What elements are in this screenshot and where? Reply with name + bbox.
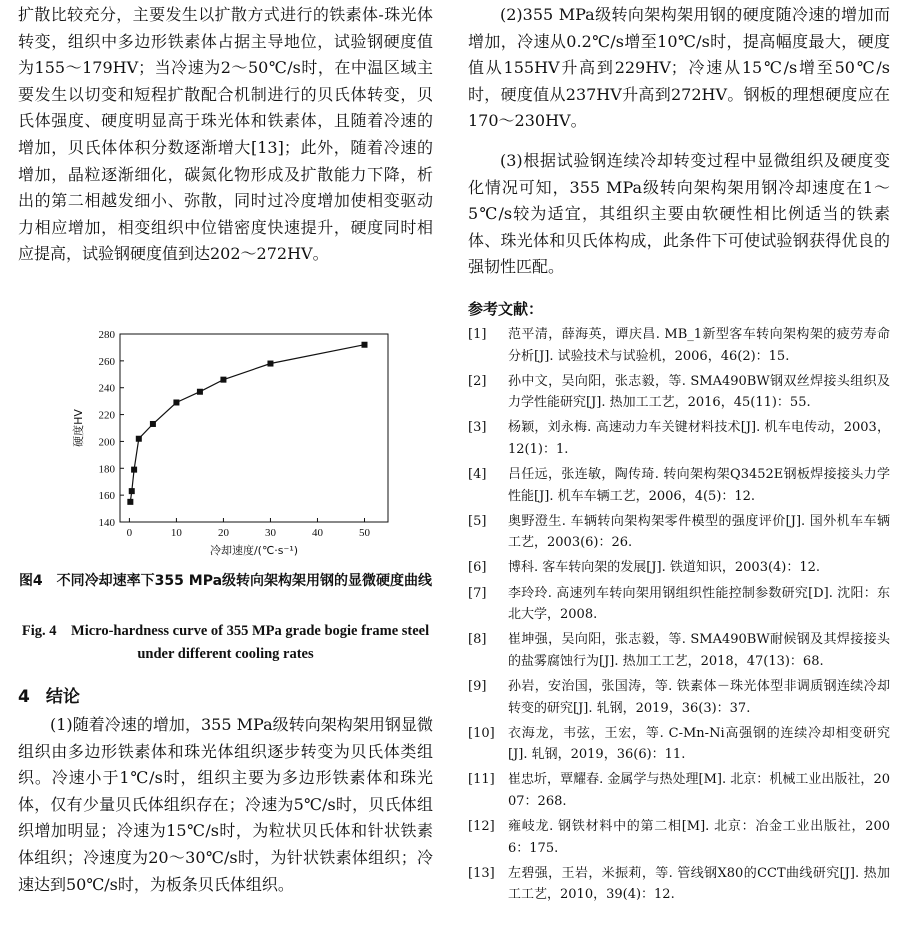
reference-text: 范平清，薛海英，谭庆昌. MB_1新型客车转向架构架的疲劳寿命分析[J]. 试验技术与试验机，2006，46(2)：15. [508, 327, 890, 364]
reference-item [468, 324, 890, 367]
reference-text: 奥野澄生. 车辆转向架构架零件模型的强度评价[J]. 国外机车车辆工艺，2003(6)：26. [508, 513, 890, 551]
reference-number: [5] [468, 513, 487, 529]
reference-item [468, 417, 890, 460]
hardness-line [130, 345, 364, 502]
reference-item [468, 816, 890, 859]
reference-number: [13] [468, 865, 495, 881]
reference-item [468, 464, 890, 507]
reference-item [468, 769, 890, 812]
reference-text: 孙岩，安治国，张国涛，等. 铁素体－珠光体型非调质钢连续冷却转变的研究[J]. 轧钢，2019，36(3)：37. [508, 679, 890, 716]
reference-text: 雍岐龙. 钢铁材料中的第二相[M]. 北京：冶金工业出版社，2006：175. [508, 819, 890, 856]
y-tick-label: 180 [98, 463, 115, 476]
reference-number: [7] [468, 585, 487, 601]
reference-item [468, 583, 890, 626]
reference-text: 衣海龙，韦弦，王宏，等. C-Mn-Ni高强钢的连续冷却相变研究[J]. 轧钢，2019，36(6)：11. [508, 725, 890, 763]
reference-item [468, 629, 890, 672]
chart-svg [58, 324, 398, 564]
references-list [468, 324, 890, 909]
reference-item [468, 863, 890, 906]
reference-text: 孙中文，吴向阳，张志毅，等. SMA490BW钢双丝焊接头组织及力学性能研究[J]. 热加工工艺，2016，45(11)：55. [508, 373, 890, 411]
reference-item [468, 676, 890, 719]
y-tick-label: 160 [98, 490, 115, 503]
x-axis-label: 冷却速度/(℃·s⁻¹) [209, 544, 299, 557]
reference-text: 左碧强，王岩，米振莉，等. 管线钢X80的CCT曲线研究[J]. 热加工工艺，2010，39(4)：12. [508, 865, 890, 903]
reference-text: 崔坤强，吴向阳，张志毅，等. SMA490BW耐候钢及其焊接接头的盐雾腐蚀行为[J]. 热加工工艺，2018，47(13)：68. [508, 632, 890, 669]
figure-caption-en: Fig. 4 Micro-hardness curve of 355 MPa grade bogie frame steel under different cooling rates [21, 623, 430, 662]
section-title: 结论 [45, 687, 80, 707]
y-tick-label: 240 [98, 382, 115, 395]
reference-text: 吕任远，张连敏，陶传琦. 转向架构架Q3452E钢板焊接接头力学性能[J]. 机车车辆工艺，2006，4(5)：12. [508, 467, 890, 504]
reference-number: [4] [468, 467, 487, 483]
data-point [361, 342, 367, 348]
reference-item [468, 557, 890, 579]
data-point [131, 467, 137, 473]
reference-number: [6] [468, 560, 487, 576]
hardness-chart [58, 324, 398, 564]
reference-text: 博科. 客车转向架的发展[J]. 铁道知识，2003(4)：12. [508, 560, 821, 576]
reference-text: 李玲玲. 高速列车转向架用钢组织性能控制参数研究[D]. 沈阳：东北大学，2008. [508, 585, 890, 623]
data-point [150, 421, 156, 427]
y-tick-label: 220 [98, 409, 115, 422]
figure-caption-cn: 图4 不同冷却速率下355 MPa级转向架构架用钢的显微硬度曲线 [18, 573, 433, 589]
x-tick-label: 40 [311, 527, 323, 539]
data-point [136, 436, 142, 442]
reference-item [468, 511, 890, 554]
x-tick-label: 50 [358, 527, 370, 539]
data-point [220, 377, 226, 383]
y-tick-label: 200 [98, 436, 115, 449]
data-point [173, 399, 179, 405]
y-tick-label: 280 [98, 329, 115, 341]
section-heading [18, 682, 80, 707]
reference-number: [1] [468, 327, 487, 342]
x-tick-label: 0 [126, 527, 133, 539]
data-point [127, 499, 133, 505]
reference-number: [2] [468, 373, 487, 389]
reference-item [468, 371, 890, 414]
reference-number: [9] [468, 679, 487, 694]
y-axis-label: 硬度HV [72, 409, 85, 447]
references-heading: 参考文献： [468, 300, 544, 318]
y-tick-label: 260 [98, 355, 115, 368]
reference-number: [3] [468, 420, 487, 436]
reference-number: [12] [468, 819, 495, 835]
reference-number: [11] [468, 772, 495, 788]
body-paragraph: 扩散比较充分，主要发生以扩散方式进行的铁素体-珠光体转变，组织中多边形铁素体占据主导地位，试验钢硬度值为155～179HV；当冷速为2～50℃/s时，在中温区域主要发生以切变和短程扩散配合机制进行的贝氏体转变，贝氏体强度、硬度明显高于珠光体和铁素体，且随着冷速的增加，贝氏体体积分数逐渐增大[13]；此外，随着冷速的增加，晶粒逐渐细化，碳氮化物形成及扩散能力下降，析出的第二相越发细小、弥散，同时过冷度增加使相变驱动力相应增加，相变组织中位错密度快速提升，硬度同时相应提高，试验钢硬度值到达202～272HV。 [18, 5, 433, 264]
y-tick-label: 140 [98, 517, 115, 529]
reference-number: [8] [468, 632, 487, 648]
conclusion-paragraph-1: (1)随着冷速的增加，355 MPa级转向架构架用钢显微组织由多边形铁素体和珠光体组织逐步转变为贝氏体类组织。冷速小于1℃/s时，组织主要为多边形铁素体和珠光体，仅有少量贝氏体组织存在；冷速为5℃/s时，贝氏体组织增加明显；冷速为15℃/s时，为粒状贝氏体和针状铁素体组织；冷速度为20～30℃/s时，为针状铁素体组织；冷速达到50℃/s时，为板条贝氏体组织。 [18, 715, 433, 894]
section-number: 4 [18, 687, 30, 707]
reference-number: [10] [468, 725, 495, 741]
data-point [267, 361, 273, 367]
x-tick-label: 10 [170, 527, 182, 539]
conclusion-paragraph-2: (2)355 MPa级转向架构架用钢的硬度随冷速的增加而增加，冷速从0.2℃/s增至10℃/s时，提高幅度最大，硬度值从155HV升高到229HV；冷速从15℃/s增至50℃/s时，硬度值从237HV升高到272HV。钢板的理想硬度应在170～230HV。 [468, 5, 890, 131]
reference-text: 杨颖，刘永梅. 高速动力车关键材料技术[J]. 机车电传动，2003，12(1)：1. [508, 420, 890, 457]
data-point [197, 389, 203, 395]
data-point [129, 488, 135, 494]
plot-frame [120, 334, 388, 522]
reference-text: 崔忠圻，覃耀春. 金属学与热处理[M]. 北京：机械工业出版社，2007：268. [508, 772, 890, 809]
x-tick-label: 30 [264, 527, 276, 539]
x-tick-label: 20 [217, 527, 229, 539]
conclusion-paragraph-3: (3)根据试验钢连续冷却转变过程中显微组织及硬度变化情况可知，355 MPa级转向架构架用钢冷却速度在1～5℃/s较为适宜，其组织主要由软硬性相比例适当的铁素体、珠光体和贝氏体构成，此条件下可使试验钢获得优良的强韧性匹配。 [468, 151, 890, 277]
reference-item [468, 723, 890, 766]
